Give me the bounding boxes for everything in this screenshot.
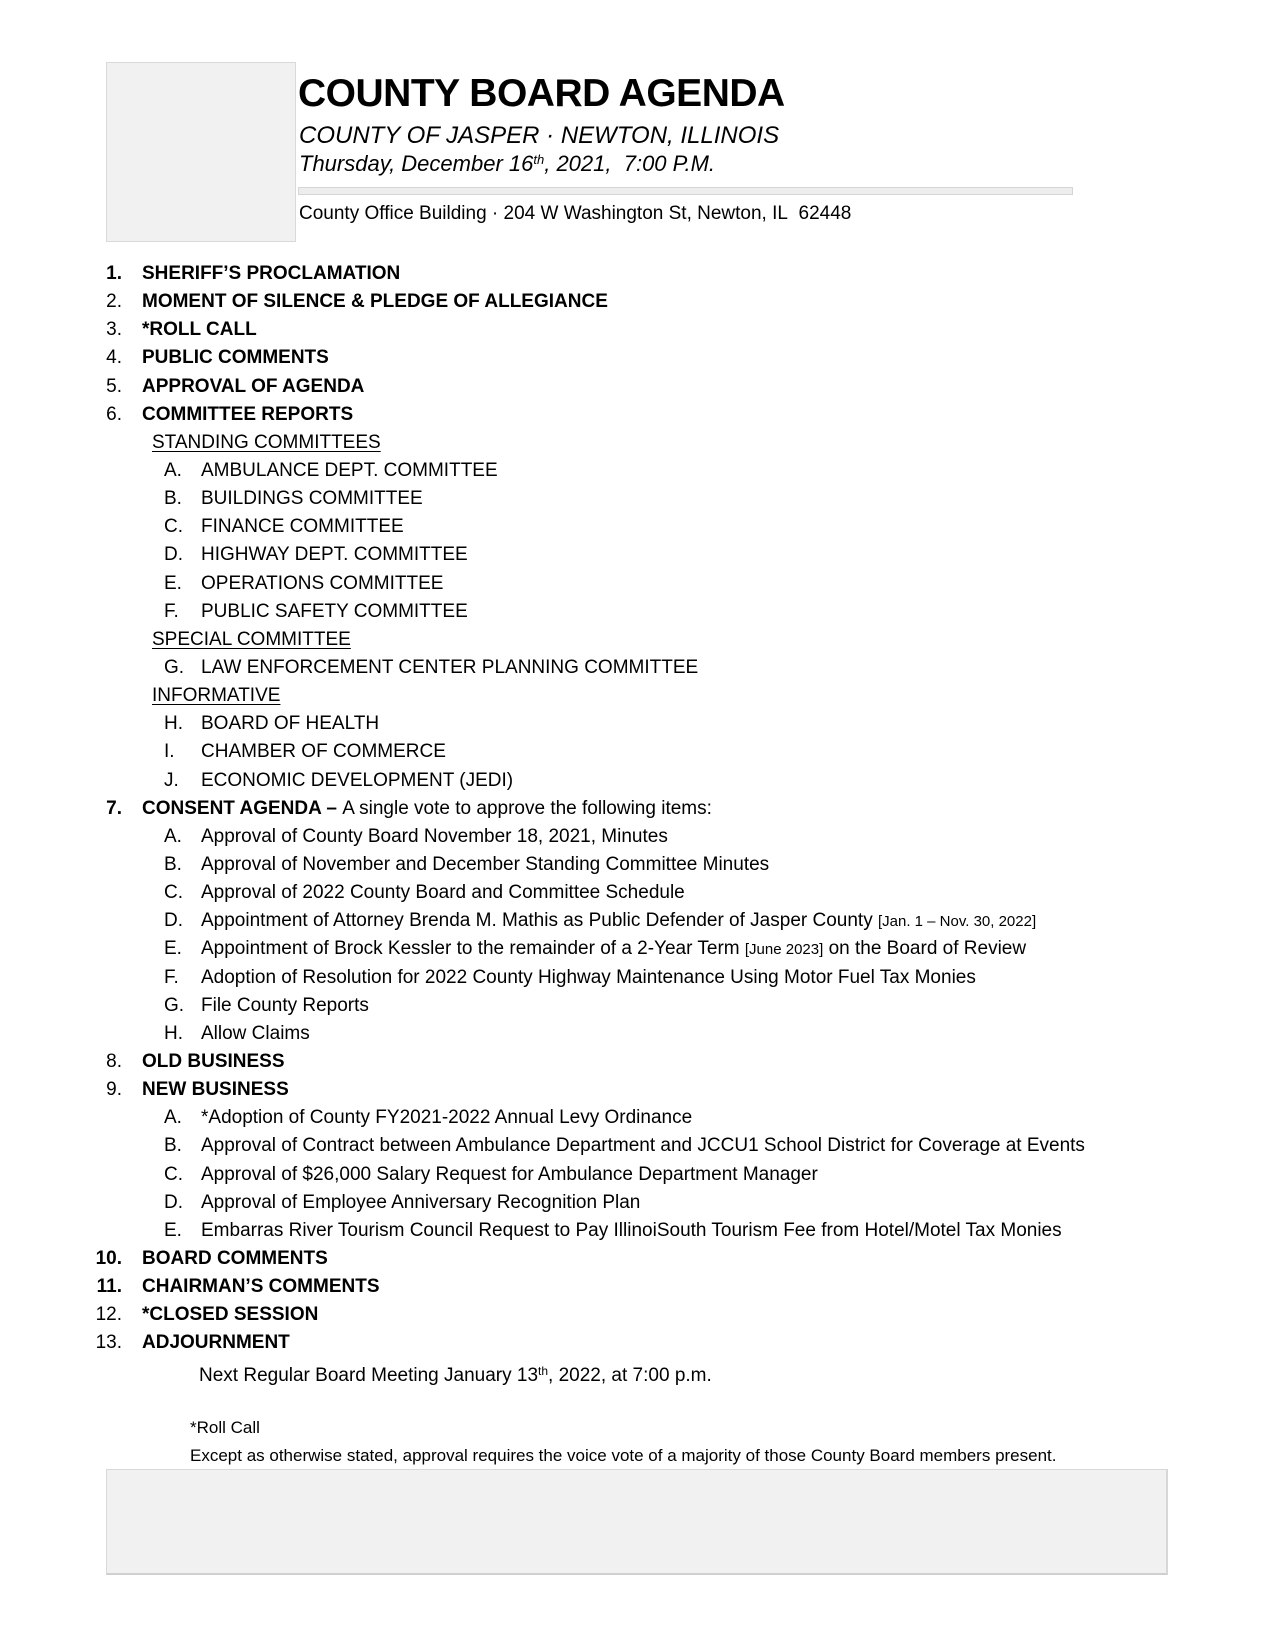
agenda-subheading [0,429,1275,457]
row-text: Approval of County Board November 18, 2021, Minutes [201,825,668,847]
item-letter: E. [164,572,182,594]
agenda-subitem [0,935,1275,963]
row-text: Adoption of Resolution for 2022 County Highway Maintenance Using Motor Fuel Tax Monies [201,966,976,988]
item-letter: B. [164,1135,182,1157]
item-number: 10. [95,1247,122,1269]
row-text: Appointment of Brock Kessler to the remainder of a 2-Year Term [June 2023] on the Board of Review [201,938,1027,960]
footnote [0,1442,1275,1470]
agenda-subitem [0,457,1275,485]
row-text: CONSENT AGENDA – A single vote to approve the following items: [142,797,712,819]
agenda-subitem [0,964,1275,992]
item-letter: A. [164,459,182,481]
row-text: HIGHWAY DEPT. COMMITTEE [201,544,468,566]
item-letter: E. [164,1219,182,1241]
agenda-item [0,1245,1275,1273]
row-text: Approval of Contract between Ambulance Department and JCCU1 School District for Coverage at Events [201,1135,1085,1157]
item-letter: C. [164,516,183,538]
item-number: 2. [106,291,122,313]
footer-placeholder-image [106,1469,1168,1575]
row-text: BUILDINGS COMMITTEE [201,488,423,510]
item-number: 4. [106,347,122,369]
row-text: INFORMATIVE [152,685,281,707]
agenda-item [0,1048,1275,1076]
agenda-subheading [0,682,1275,710]
row-text: Embarras River Tourism Council Request to Pay IllinoiSouth Tourism Fee from Hotel/Motel Tax Monies [201,1219,1062,1241]
agenda-subitem [0,513,1275,541]
agenda-item [0,1273,1275,1301]
agenda-subitem [0,738,1275,766]
item-number: 7. [106,797,122,819]
agenda-item [0,260,1275,288]
item-letter: D. [164,1191,183,1213]
footnote-text: *Roll Call [190,1417,260,1437]
agenda-subitem [0,541,1275,569]
agenda-subitem [0,823,1275,851]
agenda-note [0,1357,1275,1385]
agenda-item [0,795,1275,823]
county-seal-placeholder-image [106,62,296,242]
row-text: COMMITTEE REPORTS [142,403,354,425]
row-text: Approval of $26,000 Salary Request for Ambulance Department Manager [201,1163,818,1185]
row-text: APPROVAL OF AGENDA [142,375,365,397]
agenda-item [0,1329,1275,1357]
row-text: OPERATIONS COMMITTEE [201,572,444,594]
row-text: File County Reports [201,994,369,1016]
item-letter: B. [164,853,182,875]
header-divider-bar [298,187,1073,195]
agenda-item [0,1301,1275,1329]
row-text: BOARD OF HEALTH [201,713,380,735]
row-text: Appointment of Attorney Brenda M. Mathis as Public Defender of Jasper County [Jan. 1 – Nov. 30, 2022] [201,910,1037,932]
row-text: Approval of 2022 County Board and Committee Schedule [201,882,685,904]
row-text: ECONOMIC DEVELOPMENT (JEDI) [201,769,514,791]
row-text: STANDING COMMITTEES [152,431,381,453]
row-text: SHERIFF’S PROCLAMATION [142,263,401,284]
agenda-subitem [0,1104,1275,1132]
row-text: MOMENT OF SILENCE & PLEDGE OF ALLEGIANCE [142,291,608,313]
meeting-datetime [299,151,715,177]
item-letter: F. [164,600,179,622]
row-text: PUBLIC COMMENTS [142,347,329,369]
row-text: CHAIRMAN’S COMMENTS [142,1276,380,1298]
item-number: 3. [106,319,122,341]
agenda-subitem [0,570,1275,598]
item-letter: H. [164,1022,183,1044]
meeting-date-ordinal: th [533,152,545,167]
item-number: 13. [95,1332,122,1354]
agenda-subitem [0,879,1275,907]
item-letter: C. [164,882,183,904]
agenda-subitem [0,654,1275,682]
agenda-subitem [0,907,1275,935]
item-letter: I. [164,741,175,763]
agenda-item [0,344,1275,372]
row-text: *CLOSED SESSION [142,1304,319,1326]
item-number: 11. [96,1276,122,1298]
agenda-item [0,1076,1275,1104]
item-letter: F. [164,966,179,988]
agenda-subitem [0,767,1275,795]
row-text: Approval of Employee Anniversary Recognition Plan [201,1191,641,1213]
agenda-subitem [0,710,1275,738]
document-subtitle: COUNTY OF JASPER · NEWTON, ILLINOIS [299,122,780,149]
agenda-item [0,316,1275,344]
agenda-item [0,401,1275,429]
row-text: NEW BUSINESS [142,1079,289,1101]
row-text: *Adoption of County FY2021-2022 Annual Levy Ordinance [201,1107,693,1129]
item-number: 6. [106,403,122,425]
agenda-list [0,260,1275,1470]
item-number: 8. [106,1050,122,1072]
row-text: *ROLL CALL [142,319,257,341]
agenda-subitem [0,1020,1275,1048]
item-letter: A. [164,825,182,847]
footnote [0,1414,1275,1442]
item-number: 12. [95,1304,122,1326]
row-text: BOARD COMMENTS [142,1247,328,1269]
agenda-subitem [0,1132,1275,1160]
item-letter: C. [164,1163,183,1185]
agenda-spacer [0,1386,1275,1414]
agenda-subheading [0,626,1275,654]
row-text: Approval of November and December Standing Committee Minutes [201,853,770,875]
agenda-subitem [0,1217,1275,1245]
meeting-date-text: Thursday, December 16 [299,151,534,176]
row-text: AMBULANCE DEPT. COMMITTEE [201,459,498,481]
row-text: LAW ENFORCEMENT CENTER PLANNING COMMITTEE [201,656,699,678]
agenda-subitem [0,485,1275,513]
item-letter: G. [164,994,185,1016]
row-text: FINANCE COMMITTEE [201,516,404,538]
agenda-subitem [0,1189,1275,1217]
item-number: 1. [106,263,122,284]
row-text: SPECIAL COMMITTEE [152,628,351,650]
item-letter: J. [164,769,179,791]
row-text: Next Regular Board Meeting January 13th, 2022, at 7:00 p.m. [199,1364,712,1387]
agenda-subitem [0,598,1275,626]
footnote-text: Except as otherwise stated, approval requires the voice vote of a majority of those County Board members present. [190,1445,1057,1465]
agenda-item [0,288,1275,316]
meeting-time-text: , 2021, 7:00 P.M. [544,151,716,176]
row-text: ADJOURNMENT [142,1332,290,1354]
item-number: 9. [106,1079,122,1101]
row-text: PUBLIC SAFETY COMMITTEE [201,600,468,622]
row-text: Allow Claims [201,1022,310,1044]
item-letter: G. [164,656,185,678]
item-number: 5. [106,375,122,397]
item-letter: D. [164,910,183,932]
item-letter: D. [164,544,183,566]
agenda-item [0,373,1275,401]
item-letter: A. [164,1107,182,1129]
item-letter: B. [164,488,182,510]
item-letter: E. [164,938,182,960]
document-title: COUNTY BOARD AGENDA [298,72,785,115]
agenda-subitem [0,851,1275,879]
agenda-subitem [0,992,1275,1020]
meeting-address: County Office Building · 204 W Washington St, Newton, IL 62448 [299,203,852,224]
row-text: CHAMBER OF COMMERCE [201,741,446,763]
row-text: OLD BUSINESS [142,1050,285,1072]
item-letter: H. [164,713,183,735]
agenda-subitem [0,1161,1275,1189]
